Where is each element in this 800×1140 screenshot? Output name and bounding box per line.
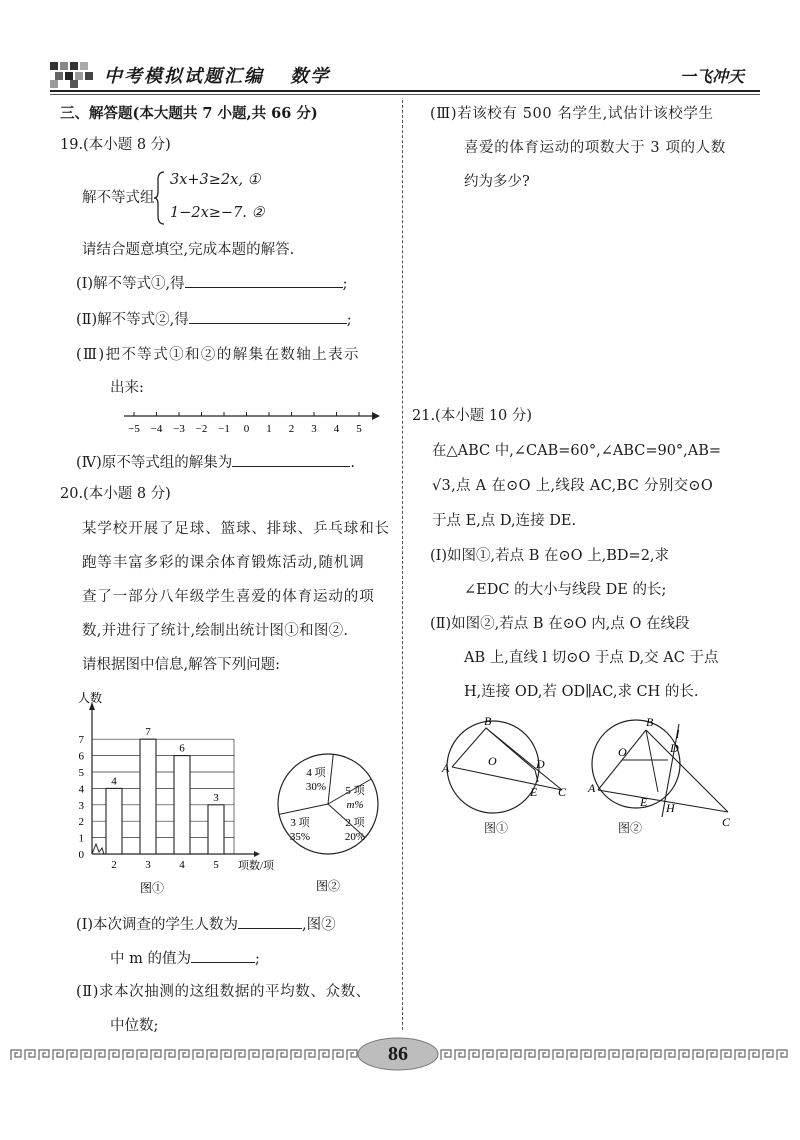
q20-line: 数,并进行了统计,绘制出统计图①和图②. (82, 623, 349, 639)
bar-chart-x-tick: 3 (145, 859, 151, 871)
q20-part1-tail: ,图② (302, 917, 336, 933)
q19-part1-label: (Ⅰ)解不等式①,得 (76, 276, 185, 292)
fig2-label-E: E (640, 795, 648, 809)
q19-part2-label: (Ⅱ)解不等式②,得 (76, 312, 189, 328)
number-line-tick-label: −5 (128, 423, 140, 435)
brace-icon (154, 170, 166, 230)
fig2-label-A: A (588, 781, 596, 795)
fig2-label-l: l (676, 727, 680, 741)
q19-part3a: (Ⅲ)把不等式①和②的解集在数轴上表示 (76, 347, 360, 363)
bar-chart-y-tick: 5 (78, 767, 84, 779)
fig2-label-B: B (646, 715, 654, 729)
bar-chart-x-tick: 2 (111, 859, 117, 871)
bar-chart-y-tick: 1 (78, 832, 84, 845)
q19-ineq1: 3x+3≥2x, ① (170, 172, 261, 188)
pie-slice-label: 2 项 (345, 817, 365, 829)
pie-chart-caption: 图② (315, 879, 341, 893)
bar-chart-x-label: 项数/项 (238, 860, 275, 872)
header-rule-thin (50, 94, 760, 95)
q19-part1-end: ; (342, 276, 348, 292)
q21-part2c: H,连接 OD,若 OD∥AC,求 CH 的长. (464, 684, 699, 700)
q20-part2b: 中位数; (110, 1018, 159, 1034)
bar-chart-x-tick: 4 (179, 859, 185, 871)
q19-part2-blank[interactable] (189, 309, 347, 324)
number-line-tick-label: −2 (195, 423, 208, 435)
q19-number: 19.(本小题 8 分) (60, 137, 171, 153)
q19-intro: 解不等式组 (82, 190, 155, 206)
bar-chart (56, 686, 276, 896)
bar-chart-y-tick: 7 (78, 734, 84, 747)
bar (174, 756, 190, 854)
q20-line: 某学校开展了足球、篮球、排球、乒乓球和长 (82, 521, 390, 537)
pie-slice-value: m% (346, 799, 364, 811)
bar (106, 788, 122, 854)
number-line-tick-label: 1 (266, 423, 272, 435)
q20-part1c: 中 m 的值为 (110, 951, 191, 967)
fig1-label-B: B (484, 714, 492, 728)
q21-number: 21.(本小题 10 分) (412, 408, 533, 424)
q20-number: 20.(本小题 8 分) (60, 486, 171, 502)
q19-part1-blank[interactable] (185, 273, 343, 288)
pie-slice-value: 35% (289, 831, 311, 843)
number-line-tick-label: 5 (356, 423, 362, 435)
number-line-tick-label: 3 (311, 423, 317, 435)
number-line-arrow-icon (372, 412, 380, 420)
footer-ornament-right (440, 1047, 790, 1061)
q21-line: √3,点 A 在⊙O 上,线段 AC,BC 分别交⊙O (432, 478, 714, 494)
bar-chart-y-tick: 2 (78, 816, 84, 829)
q20-part2a: (Ⅱ)求本次抽测的这组数据的平均数、众数、 (76, 984, 371, 1000)
bar-chart-caption: 图① (139, 881, 165, 895)
bar-chart-y-tick: 0 (78, 849, 84, 861)
number-line-tick-label: −4 (150, 423, 163, 435)
page-number: 86 (388, 1043, 408, 1065)
pie-chart (270, 752, 390, 897)
fig2-label-H: H (666, 801, 675, 815)
q21-part2a: (Ⅱ)如图②,若点 B 在⊙O 内,点 O 在线段 (430, 616, 690, 632)
geometry-figure-2 (584, 712, 744, 837)
fig2-label-O: O (618, 745, 627, 759)
fig1-label-E: E (530, 785, 538, 799)
section-title: 三、解答题(本大题共 7 小题,共 66 分) (60, 105, 318, 122)
pie-slice-label: 4 项 (306, 767, 326, 779)
bar-chart-y-tick: 3 (78, 799, 84, 812)
pie-slice-value: 20% (344, 831, 366, 843)
q20-part1 (76, 914, 336, 935)
fig1-caption: 图① (484, 821, 509, 835)
bar (208, 805, 224, 854)
bar-chart-y-tick: 4 (78, 783, 84, 796)
pie-slice-label: 5 项 (345, 785, 365, 797)
q20-line: 查了一部分八年级学生喜爱的体育运动的项 (82, 589, 375, 605)
pie-slice-label: 3 项 (290, 817, 310, 829)
bar-value-label: 3 (213, 791, 219, 804)
q20-part1d: ; (254, 951, 260, 967)
fig2-label-D: D (670, 741, 679, 755)
q20-part1-blank-a[interactable] (238, 914, 302, 929)
q21-part2b: AB 上,直线 l 切⊙O 于点 D,交 AC 于点 (464, 650, 719, 666)
q19-part4-blank[interactable] (232, 452, 350, 467)
header-logo-squares (50, 62, 100, 88)
q19-part1 (76, 273, 348, 294)
number-line-tick-label: −1 (218, 423, 230, 435)
q20-line: 跑等丰富多彩的课余体育锻炼活动,随机调 (82, 555, 365, 571)
fig1-label-D: D (536, 757, 545, 771)
fig1-label-O: O (488, 754, 497, 768)
fig2-label-C: C (722, 815, 731, 829)
q21-line: 于点 E,点 D,连接 DE. (432, 513, 577, 529)
q19-part3b: 出来: (110, 380, 144, 396)
q19-part4 (76, 452, 355, 473)
fig1-label-A: A (442, 761, 450, 775)
header-subject: 数学 (290, 66, 331, 87)
q20-part3a: (Ⅲ)若该校有 500 名学生,试估计该校学生 (430, 106, 714, 122)
q20-part3b: 喜爱的体育运动的项数大于 3 项的人数 (464, 140, 726, 156)
q19-part4-label: (Ⅳ)原不等式组的解集为 (76, 455, 233, 471)
fig1-label-C: C (558, 785, 567, 799)
header-title (104, 62, 330, 88)
number-line-tick-label: 2 (288, 423, 295, 435)
q19-part2-end: ; (346, 312, 352, 328)
footer-ornament-left (10, 1047, 360, 1061)
bar-value-label: 4 (111, 775, 117, 788)
number-line-tick-label: 0 (243, 423, 250, 435)
number-line-tick-label: −3 (173, 423, 185, 435)
q20-part3c: 约为多少? (464, 174, 530, 190)
q21-part1a: (Ⅰ)如图①,若点 B 在⊙O 上,BD=2,求 (430, 548, 670, 564)
number-line-tick-label: 4 (333, 423, 340, 435)
fig2-caption: 图② (618, 821, 643, 835)
header-brand: 一飞冲天 (680, 67, 745, 86)
q21-line: 在△ABC 中,∠CAB=60°,∠ABC=90°,AB= (432, 443, 722, 459)
q20-part1-label: (Ⅰ)本次调查的学生人数为 (76, 917, 239, 933)
q19-part4-end: . (350, 455, 355, 471)
x-axis-arrow-icon (254, 851, 260, 857)
q19-part2 (76, 309, 352, 330)
q21-part1b: ∠EDC 的大小与线段 DE 的长; (464, 582, 667, 598)
axis-break-icon (92, 844, 104, 854)
header-title-text: 中考模拟试题汇编 (104, 66, 264, 87)
q19-instruction: 请结合题意填空,完成本题的解答. (82, 242, 295, 258)
bar (140, 739, 156, 854)
q20-line: 请根据图中信息,解答下列问题: (82, 657, 280, 673)
pie-slice-value: 30% (305, 781, 327, 793)
column-divider (402, 100, 403, 1030)
bar-value-label: 6 (179, 742, 185, 755)
header-rule (50, 90, 760, 92)
bar-chart-y-label: 人数 (78, 691, 103, 705)
q20-part1-line2 (110, 948, 260, 969)
bar-chart-x-tick: 5 (213, 859, 219, 871)
q20-part1-blank-m[interactable] (191, 948, 255, 963)
number-line (120, 404, 382, 440)
bar-value-label: 7 (145, 726, 151, 739)
q19-ineq2: 1−2x≥−7. ② (170, 205, 265, 221)
bar-chart-y-tick: 6 (78, 750, 84, 763)
